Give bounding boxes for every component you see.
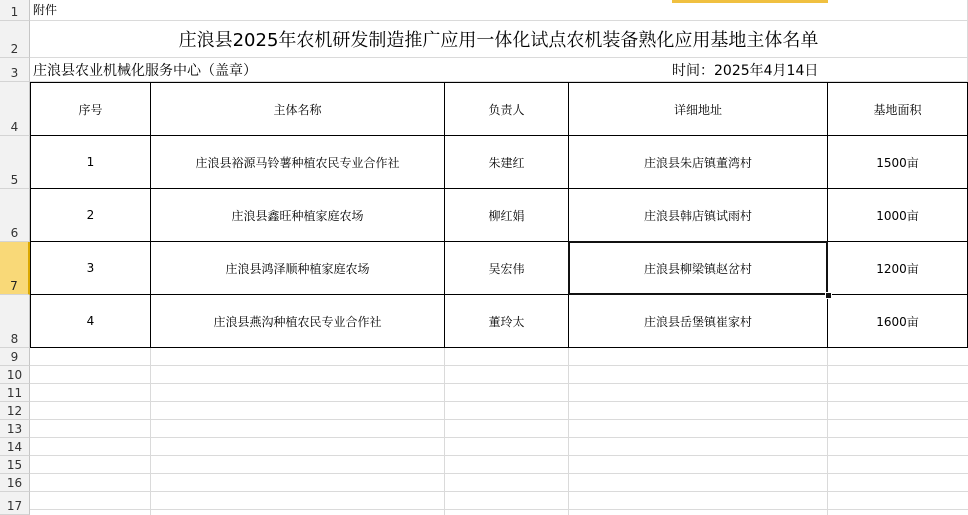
grid-line <box>30 509 968 510</box>
row-header-7[interactable]: 7 <box>0 242 30 295</box>
date-cell[interactable]: 时间：2025年4月14日 <box>672 58 968 82</box>
row-header-9[interactable]: 9 <box>0 348 30 366</box>
grid-line <box>30 437 968 438</box>
record-1-no[interactable]: 1 <box>30 135 151 189</box>
row-header-3[interactable]: 3 <box>0 58 30 82</box>
grid-line <box>30 365 968 366</box>
record-3-name[interactable]: 庄浪县鸿泽顺种植家庭农场 <box>150 241 445 295</box>
header-person[interactable]: 负责人 <box>444 82 569 136</box>
grid-line <box>568 348 569 515</box>
grid-line <box>30 419 968 420</box>
record-4-address[interactable]: 庄浪县岳堡镇崔家村 <box>568 294 828 348</box>
row-header-2[interactable]: 2 <box>0 21 30 58</box>
record-4-area[interactable]: 1600亩 <box>827 294 968 348</box>
record-1-address[interactable]: 庄浪县朱店镇董湾村 <box>568 135 828 189</box>
row-header-12[interactable]: 12 <box>0 402 30 420</box>
organization-cell[interactable]: 庄浪县农业机械化服务中心（盖章） <box>30 58 672 82</box>
record-2-area[interactable]: 1000亩 <box>827 188 968 242</box>
row-header-8[interactable]: 8 <box>0 295 30 348</box>
header-entity-name[interactable]: 主体名称 <box>150 82 445 136</box>
grid-line <box>30 455 968 456</box>
record-2-no[interactable]: 2 <box>30 188 151 242</box>
record-4-no[interactable]: 4 <box>30 294 151 348</box>
sheet-title[interactable]: 庄浪县2025年农机研发制造推广应用一体化试点农机装备熟化应用基地主体名单 <box>30 21 968 58</box>
record-4-person[interactable]: 董玲太 <box>444 294 569 348</box>
record-2-person[interactable]: 柳红娟 <box>444 188 569 242</box>
record-1-person[interactable]: 朱建红 <box>444 135 569 189</box>
row-header-13[interactable]: 13 <box>0 420 30 438</box>
record-2-address[interactable]: 庄浪县韩店镇试雨村 <box>568 188 828 242</box>
row-header-17[interactable]: 17 <box>0 492 30 515</box>
attachment-label[interactable]: 附件 <box>30 0 968 21</box>
header-area[interactable]: 基地面积 <box>827 82 968 136</box>
fill-handle[interactable] <box>825 292 832 299</box>
record-4-name[interactable]: 庄浪县燕沟种植农民专业合作社 <box>150 294 445 348</box>
record-3-person[interactable]: 吴宏伟 <box>444 241 569 295</box>
header-index[interactable]: 序号 <box>30 82 151 136</box>
row-header-4[interactable]: 4 <box>0 82 30 136</box>
record-1-name[interactable]: 庄浪县裕源马铃薯种植农民专业合作社 <box>150 135 445 189</box>
grid-line <box>30 401 968 402</box>
record-3-no[interactable]: 3 <box>30 241 151 295</box>
grid-line <box>30 473 968 474</box>
grid-line <box>150 348 151 515</box>
grid-line <box>444 348 445 515</box>
grid-line <box>30 491 968 492</box>
row-header-1[interactable]: 1 <box>0 0 30 21</box>
record-2-name[interactable]: 庄浪县鑫旺种植家庭农场 <box>150 188 445 242</box>
row-header-5[interactable]: 5 <box>0 136 30 189</box>
row-header-15[interactable]: 15 <box>0 456 30 474</box>
grid-line <box>30 383 968 384</box>
row-header-16[interactable]: 16 <box>0 474 30 492</box>
grid-line <box>827 348 828 515</box>
row-header-10[interactable]: 10 <box>0 366 30 384</box>
record-3-address[interactable]: 庄浪县柳梁镇赵岔村 <box>568 241 828 295</box>
row-header-11[interactable]: 11 <box>0 384 30 402</box>
header-address[interactable]: 详细地址 <box>568 82 828 136</box>
row-header-6[interactable]: 6 <box>0 189 30 242</box>
row-header-14[interactable]: 14 <box>0 438 30 456</box>
record-3-area[interactable]: 1200亩 <box>827 241 968 295</box>
record-1-area[interactable]: 1500亩 <box>827 135 968 189</box>
